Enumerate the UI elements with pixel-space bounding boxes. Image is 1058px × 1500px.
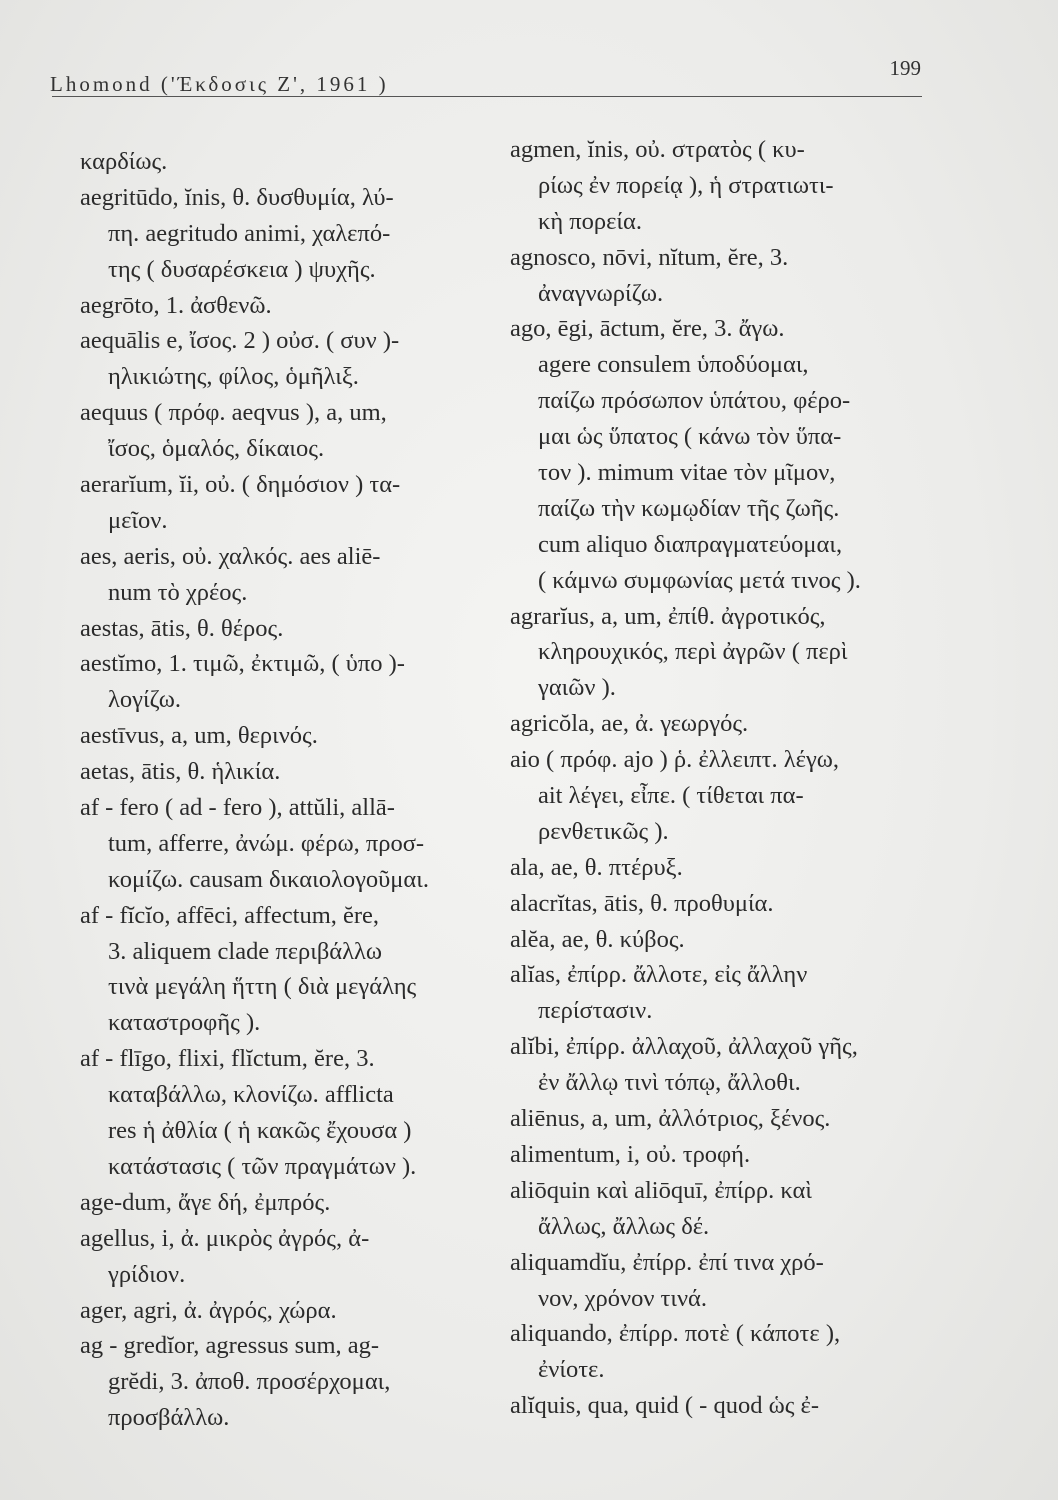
- entry-line: ago, ēgi, āctum, ĕre, 3. ἄγω.: [510, 315, 785, 343]
- entry-line: aegritūdo, ĭnis, θ. δυσθυμία, λύ-: [80, 183, 394, 211]
- entry-continuation-line: ( κάμνω συμφωνίας μετά τινος ).: [538, 566, 861, 594]
- entry-continuation-line: παίζω πρόσωπον ὑπάτου, φέρο-: [538, 387, 851, 415]
- entry-line: καρδίως.: [80, 148, 168, 175]
- entry-line: alimentum, i, οὐ. τροφή.: [510, 1140, 751, 1168]
- entry-continuation-line: προσβάλλω.: [108, 1404, 230, 1432]
- entry-continuation-line: λογίζω.: [108, 686, 182, 714]
- entry-line: aequālis e, ἴσος. 2 ) οὐσ. ( συν )-: [80, 327, 400, 355]
- entry-continuation-line: κατάστασις ( τῶν πραγμάτων ).: [108, 1152, 417, 1180]
- entry-line: aes, aeris, οὐ. χαλκός. aes aliē-: [80, 542, 381, 570]
- entry-line: aio ( πρόφ. ajo ) ῥ. ἐλλειπτ. λέγω,: [510, 746, 840, 774]
- entry-line: agricŏla, ae, ἀ. γεωργός.: [510, 710, 749, 738]
- entry-continuation-line: ἐνίοτε.: [538, 1356, 605, 1384]
- entry-continuation-line: ρίως ἐν πορείᾳ ), ἡ στρατιωτι-: [538, 171, 834, 199]
- right-column: [510, 132, 950, 1424]
- entry-line: aetas, ātis, θ. ἡλικία.: [80, 758, 281, 786]
- entry-line: agrarĭus, a, um, ἐπίθ. ἀγροτικός,: [510, 602, 826, 630]
- entry-line: aliēnus, a, um, ἀλλότριος, ξένος.: [510, 1105, 831, 1133]
- entry-line: alĕa, ae, θ. κύβος.: [510, 925, 685, 953]
- entry-continuation-line: num τὸ χρέος.: [108, 578, 248, 606]
- entry-continuation-line: ait λέγει, εἶπε. ( τίθεται πα-: [538, 782, 804, 810]
- entry-line: age-dum, ἄγε δή, ἐμπρός.: [80, 1188, 331, 1216]
- entry-continuation-line: tum, afferre, ἀνώμ. φέρω, προσ-: [108, 829, 425, 857]
- entry-continuation-line: καταβάλλω, κλονίζω. afflicta: [108, 1081, 394, 1109]
- entry-line: aliōquin καὶ aliōquī, ἐπίρρ. καὶ: [510, 1176, 812, 1204]
- entry-continuation-line: cum aliquo διαπραγματεύομαι,: [538, 530, 843, 558]
- entry-line: alĭquis, qua, quid ( - quod ὡς ἐ-: [510, 1392, 819, 1420]
- entry-line: aestas, ātis, θ. θέρος.: [80, 614, 284, 642]
- entry-continuation-line: μαι ὡς ὕπατος ( κάνω τὸν ὕπα-: [538, 423, 842, 451]
- entry-continuation-line: ἄλλως, ἄλλως δέ.: [538, 1212, 710, 1240]
- entry-continuation-line: κομίζω. causam δικαιολογοῦμαι.: [108, 865, 429, 893]
- entry-line: aestĭmo, 1. τιμῶ, ἐκτιμῶ, ( ὑπο )-: [80, 650, 405, 678]
- running-title: Lhomond ('Έκδοσις Ζ', 1961 ): [50, 72, 389, 96]
- left-column: [80, 144, 500, 1436]
- header-rule: [52, 96, 922, 97]
- entry-line: af - fĭcĭo, affēci, affectum, ĕre,: [80, 901, 380, 929]
- entry-continuation-line: ηλικιώτης, φίλος, ὁμῆλιξ.: [108, 363, 359, 391]
- entry-continuation-line: ἐν ἄλλῳ τινὶ τόπῳ, ἄλλοθι.: [538, 1069, 801, 1097]
- entry-continuation-line: grĕdi, 3. ἀποθ. προσέρχομαι,: [108, 1368, 391, 1396]
- entry-line: agnosco, nōvi, nĭtum, ĕre, 3.: [510, 243, 789, 271]
- entry-line: aequus ( πρόφ. aeqvus ), a, um,: [80, 399, 387, 427]
- entry-line: af - fero ( ad - fero ), attŭli, allā-: [80, 794, 395, 822]
- entry-line: alĭas, ἐπίρρ. ἄλλοτε, εἰς ἄλλην: [510, 961, 808, 989]
- entry-continuation-line: περίστασιν.: [538, 997, 653, 1025]
- entry-continuation-line: agere consulem ὑποδύομαι,: [538, 351, 809, 379]
- entry-line: alacrĭtas, ātis, θ. προθυμία.: [510, 889, 774, 917]
- entry-line: agellus, i, ἀ. μικρὸς ἀγρός, ἀ-: [80, 1224, 370, 1252]
- entry-continuation-line: νον, χρόνον τινά.: [538, 1284, 708, 1312]
- entry-line: ag - gredĭor, agressus sum, ag-: [80, 1332, 380, 1360]
- entry-line: agmen, ĭnis, οὐ. στρατὸς ( κυ-: [510, 136, 805, 163]
- entry-line: ager, agri, ἀ. ἀγρός, χώρα.: [80, 1296, 337, 1324]
- entry-continuation-line: ἀναγνωρίζω.: [538, 279, 664, 307]
- entry-continuation-line: κὴ πορεία.: [538, 207, 642, 235]
- entry-continuation-line: 3. aliquem clade περιβάλλω: [108, 937, 383, 965]
- entry-continuation-line: ἴσος, ὁμαλός, δίκαιος.: [108, 435, 325, 463]
- entry-line: aestīvus, a, um, θερινός.: [80, 722, 318, 750]
- entry-line: aliquando, ἐπίρρ. ποτὲ ( κάποτε ),: [510, 1320, 841, 1348]
- entry-continuation-line: τον ). mimum vitae τὸν μῖμον,: [538, 459, 836, 487]
- entry-continuation-line: γρίδιον.: [108, 1260, 186, 1288]
- entry-continuation-line: τινὰ μεγάλη ἥττη ( διὰ μεγάλης: [108, 973, 417, 1001]
- entry-line: aerarĭum, ĭi, οὐ. ( δημόσιον ) τα-: [80, 471, 401, 499]
- entry-continuation-line: παίζω τὴν κωμῳδίαν τῆς ζωῆς.: [538, 494, 840, 522]
- entry-line: af - flīgo, flixi, flĭctum, ĕre, 3.: [80, 1045, 375, 1073]
- entry-line: aegrōto, 1. ἀσθενῶ.: [80, 291, 272, 319]
- entry-continuation-line: res ἡ ἀθλία ( ἡ κακῶς ἔχουσα ): [108, 1117, 412, 1145]
- entry-continuation-line: πη. aegritudo animi, χαλεπό-: [108, 219, 391, 247]
- entry-continuation-line: κληρουχικός, περὶ ἀγρῶν ( περὶ: [538, 638, 848, 666]
- entry-line: ala, ae, θ. πτέρυξ.: [510, 853, 683, 881]
- entry-line: aliquamdĭu, ἐπίρρ. ἐπί τινα χρό-: [510, 1248, 824, 1276]
- page-number: 199: [889, 56, 921, 80]
- entry-continuation-line: ρενθετικῶς ).: [538, 817, 669, 845]
- entry-continuation-line: καταστροφῆς ).: [108, 1009, 261, 1037]
- entry-continuation-line: γαιῶν ).: [538, 674, 616, 702]
- entry-continuation-line: της ( δυσαρέσκεια ) ψυχῆς.: [108, 255, 376, 283]
- entry-continuation-line: μεῖον.: [108, 506, 168, 534]
- entry-line: alĭbi, ἐπίρρ. ἀλλαχοῦ, ἀλλαχοῦ γῆς,: [510, 1033, 858, 1061]
